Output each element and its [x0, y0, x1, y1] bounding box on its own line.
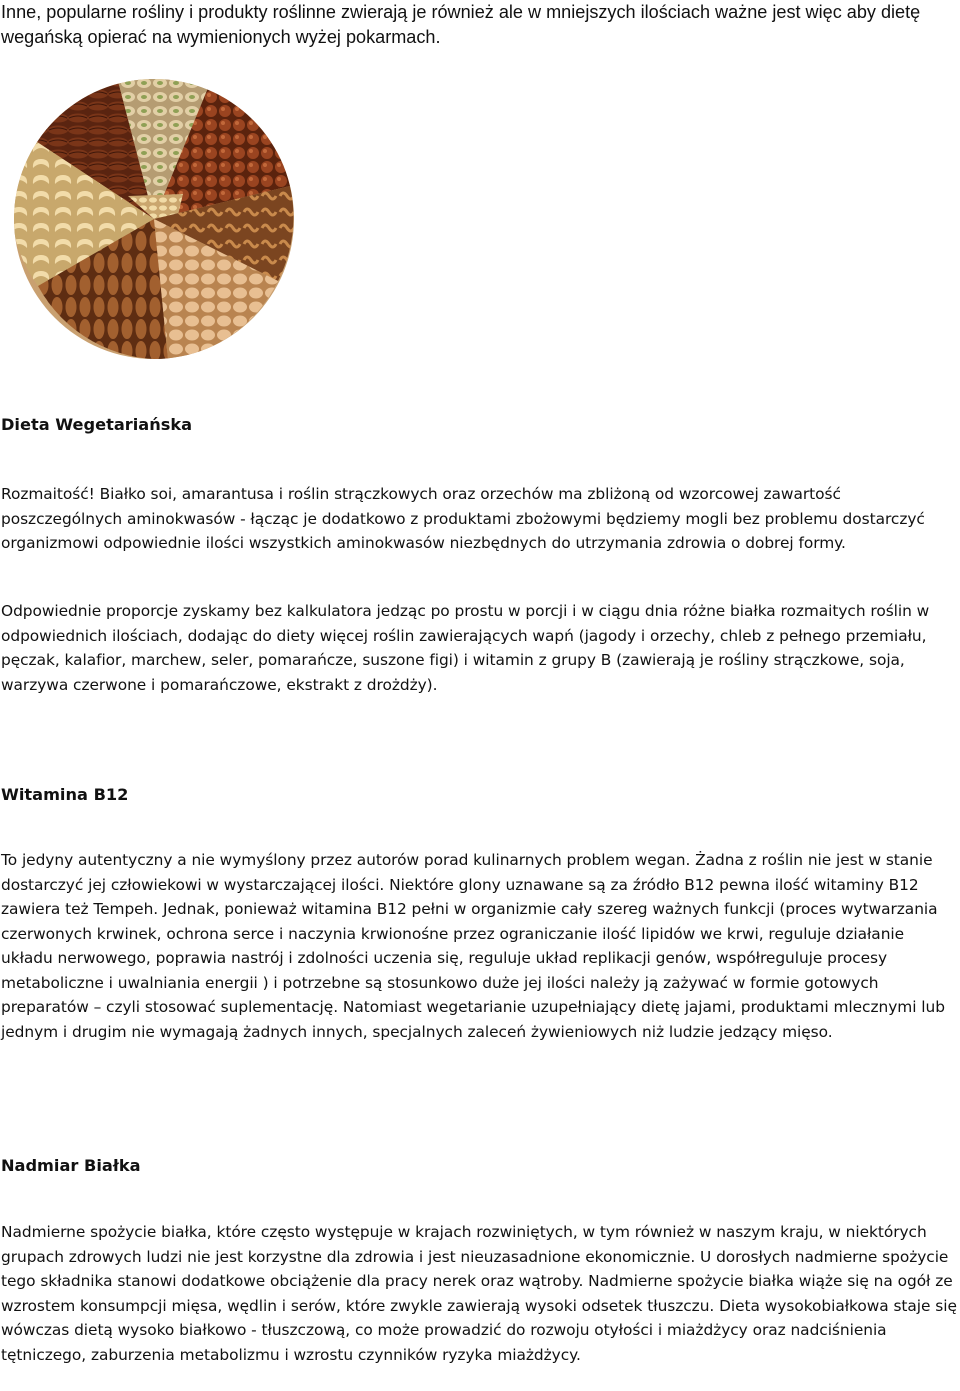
section-heading: Witamina B12 — [1, 785, 129, 804]
mixed-nuts-photo-icon — [8, 76, 300, 362]
section-paragraph: Nadmierne spożycie białka, które często występuje w krajach rozwiniętych, w tym również w naszym kraju, w niektórych grupach zdrowych ludzi nie jest korzystne dla zdrowia i jest nieuzasadnione ekonomicznie. U dorosłych nadmierne spożycie tego składnika stanowi dodatkowe obciążenie dla pracy nerek oraz wątroby. Nadmierne spożycie białka wiąże się na ogół ze wzrostem konsumpcji mięsa, wędlin i serów, które zwykle zawierają wysoki odsetek tłuszczu. Dieta wysokobiałkowa staje się wówczas dietą wysoko białkowo - tłuszczową, co może prowadzić do rozwoju otyłości i miażdżycy oraz nadciśnienia tętniczego, zaburzenia metabolizmu i wzrostu czynników ryzyka miażdżycy. — [1, 1223, 957, 1364]
section-paragraph: To jedyny autentyczny a nie wymyślony przez autorów porad kulinarnych problem wegan. Żadna z roślin nie jest w stanie dostarczyć jej człowiekowi w wystarczającej ilości. Niektóre glony uznawane są za źródło B12 pewna ilość witaminy B12 zawiera też Tempeh. Jednak, ponieważ witamina B12 pełni w organizmie cały szereg ważnych funkcji (proces wytwarzania czerwonych krwinek, ochrona serce i naczynia krwionośne przez ograniczanie ilość lipidów we krwi, reguluje działanie układu nerwowego, poprawia nastrój i zdolności uczenia się, reguluje układ replikacji genów, współreguluje procesy metaboliczne i uwalniania energii ) i potrzebne są stosunkowo duże jej ilości należy ją zażywać w formie gotowych preparatów – czyli stosować suplementację. Natomiast wegetarianie uzupełniający dietę jajami, produktami mlecznymi lub jednym i drugim nie wymagają żadnych innych, specjalnych zaleceń żywieniowych niż ludzie jedzący mięso. — [1, 851, 945, 1041]
section-heading: Dieta Wegetariańska — [1, 415, 193, 434]
section-paragraph: Rozmaitość! Białko soi, amarantusa i roślin strączkowych oraz orzechów ma zbliżoną od wzorcowej zawartość poszczególnych aminokwasów - łącząc je dodatkowo z produktami zbożowymi będziemy mogli bez problemu dostarczyć organizmowi odpowiednie ilości wszystkich aminokwasów niezbędnych do utrzymania zdrowia o dobrej formy. — [1, 485, 925, 552]
section-heading: Nadmiar Białka — [1, 1156, 141, 1175]
section-paragraph: Odpowiednie proporcje zyskamy bez kalkulatora jedząc po prostu w porcji i w ciągu dnia różne białka rozmaitych roślin w odpowiednich ilościach, dodając do diety więcej roślin zawierających wapń (jagody i orzechy, chleb z pełnego przemiału, pęczak, kalafior, marchew, seler, pomarańcze, suszone figi) i witamin z grupy B (zawierają je rośliny strączkowe, soja, warzywa czerwone i pomarańczowe, ekstrakt z drożdży). — [1, 602, 930, 694]
intro-paragraph: Inne, popularne rośliny i produkty roślinne zwierają je również ale w mniejszych ilościach ważne jest więc aby dietę wegańską opierać na wymienionych wyżej pokarmach. — [1, 2, 921, 47]
